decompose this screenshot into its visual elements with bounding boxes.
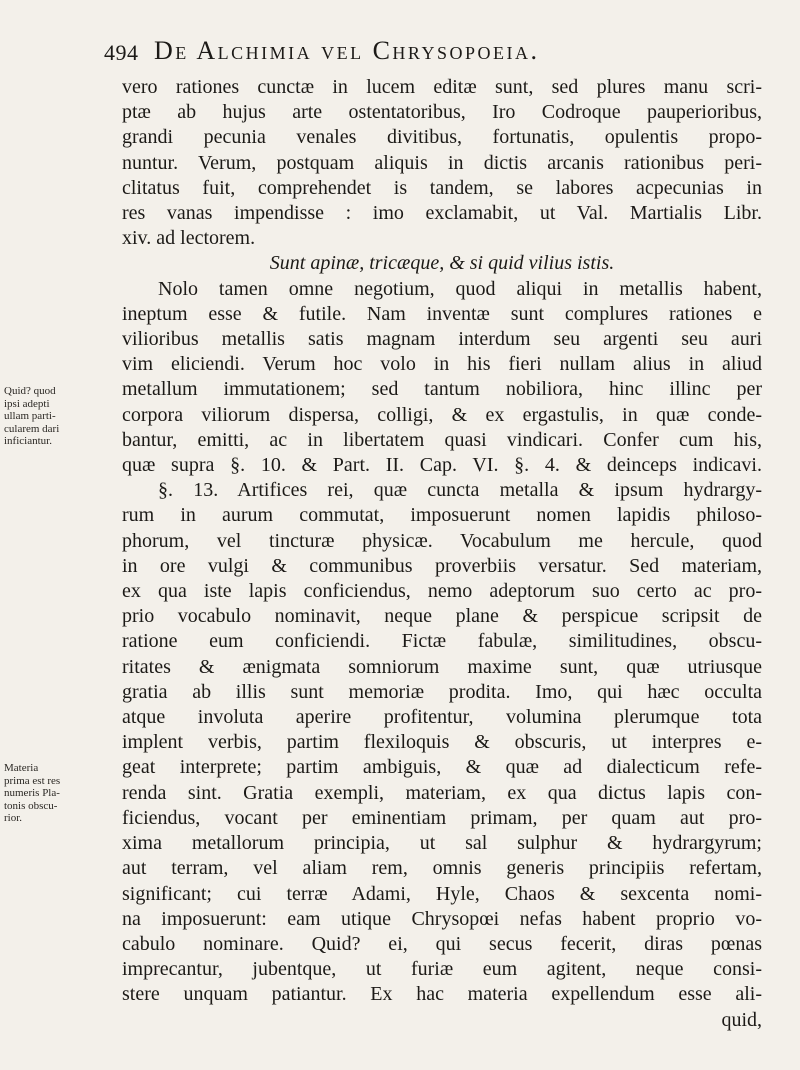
text-line: quæ supra §. 10. & Part. II. Cap. VI. §. 4. & deinceps indicavi. (122, 454, 762, 477)
text-line: in ore vulgi & communibus proverbiis versatur. Sed materiam, (122, 554, 762, 577)
text-line: vim eliciendi. Verum hoc volo in his fieri nullam alius in aliud (122, 353, 762, 376)
text-line: corpora viliorum dispersa, colligi, & ex ergastulis, in quæ conde- (122, 403, 762, 426)
marginal-line: rior. (4, 812, 23, 824)
marginal-line: Materia (4, 762, 39, 774)
marginal-line: ullam parti- (4, 410, 56, 422)
text-line: geat interprete; partim ambiguis, & quæ ad dialecticum refe- (122, 756, 762, 779)
text-line: xima metallorum principia, ut sal sulphur & hydrargyrum; (122, 832, 762, 855)
text-line: aut terram, vel aliam rem, omnis generis principiis refertam, (122, 857, 762, 880)
text-line: §. 13. Artifices rei, quæ cuncta metalla & ipsum hydrargy- (158, 479, 762, 502)
text-line: rum in aurum commutat, imposuerunt nomen lapidis philoso- (122, 504, 762, 527)
text-line: xiv. ad lectorem. (122, 227, 256, 250)
text-line: grandi pecunia venales divitibus, fortunatis, opulentis propo- (122, 126, 762, 149)
text-line: clitatus fuit, comprehendet is tandem, se labores acpecunias in (122, 176, 762, 199)
text-line: ficiendus, vocant per eminentiam primam, per quam aut pro- (122, 806, 762, 829)
text-line: vilioribus metallis satis magnam interdum seu argenti seu auri (122, 328, 762, 351)
text-line: metallum immutationem; sed tantum nobiliora, hinc illinc per (122, 378, 762, 401)
marginal-line: ipsi adepti (4, 397, 50, 410)
text-line: na imposuerunt: eam utique Chrysopœi nefas habent proprio vo- (122, 907, 762, 930)
text-line: phorum, vel tincturæ physicæ. Vocabulum me hercule, quod (122, 529, 762, 552)
marginal-line: numeris Pla- (4, 787, 60, 799)
text-line: ptæ ab hujus arte ostentatoribus, Iro Codroque pauperioribus, (122, 101, 762, 124)
text-line: vero rationes cunctæ in lucem editæ sunt, sed plures manu scri- (122, 76, 762, 98)
text-line: renda sint. Gratia exempli, materiam, ex qua dictus lapis con- (122, 781, 762, 804)
text-line: res vanas impendisse : imo exclamabit, ut Val. Martialis Libr. (122, 202, 762, 225)
text-line: ratione eum conficiendi. Fictæ fabulæ, similitudines, obscu- (122, 630, 762, 653)
text-line: imprecantur, jubentque, ut furiæ eum agitent, neque consi- (122, 958, 762, 981)
marginal-note-ipsi-adepti (4, 385, 122, 448)
text-line: implent verbis, partim flexiloquis & obscuris, ut interpres e- (122, 731, 762, 754)
quotation-line: Sunt apinæ, tricæque, & si quid vilius istis. (269, 252, 615, 275)
text-line: Nolo tamen omne negotium, quod aliqui in metallis habent, (158, 277, 762, 300)
text-line: bantur, emitti, ac in libertatem quasi vindicari. Confer cum his, (122, 428, 762, 451)
text-line: ritates & ænigmata somniorum maxime sunt, quæ utriusque (122, 655, 762, 678)
marginal-line: Quid? quod (4, 385, 56, 397)
text-line: gratia ab illis sunt memoriæ prodita. Imo, qui hæc occulta (122, 680, 762, 703)
catchword: quid, (721, 1008, 762, 1031)
page-header (104, 36, 764, 66)
running-title: De Alchimia vel Chrysopoeia. (154, 36, 540, 65)
text-line: atque involuta aperire profitentur, volumina plerumque tota (122, 706, 762, 729)
text-line: significant; cui terræ Adami, Hyle, Chaos & sexcenta nomi- (122, 882, 762, 905)
text-line: stere unquam patiantur. Ex hac materia expellendum esse ali- (122, 983, 762, 1006)
marginal-line: prima est res (4, 774, 61, 787)
text-line: ineptum esse & futile. Nam inventæ sunt complures rationes e (122, 302, 762, 325)
text-line: nuntur. Verum, postquam aliquis in dictis arcanis rationibus peri- (122, 151, 762, 174)
marginal-line: cularem dari (4, 422, 60, 435)
text-line: ex qua iste lapis conficiendus, nemo adeptorum suo certo ac pro- (122, 580, 762, 603)
marginal-line: tonis obscu- (4, 799, 58, 812)
marginal-note-materia-prima (4, 762, 122, 825)
body-text (122, 75, 762, 1033)
page-number: 494 (104, 40, 139, 65)
text-line: prio vocabulo nominavit, neque plane & perspicue scripsit de (122, 605, 762, 628)
marginal-line: inficiantur. (4, 435, 52, 447)
text-line: cabulo nominare. Quid? ei, qui secus fecerit, diras pœnas (122, 932, 762, 955)
